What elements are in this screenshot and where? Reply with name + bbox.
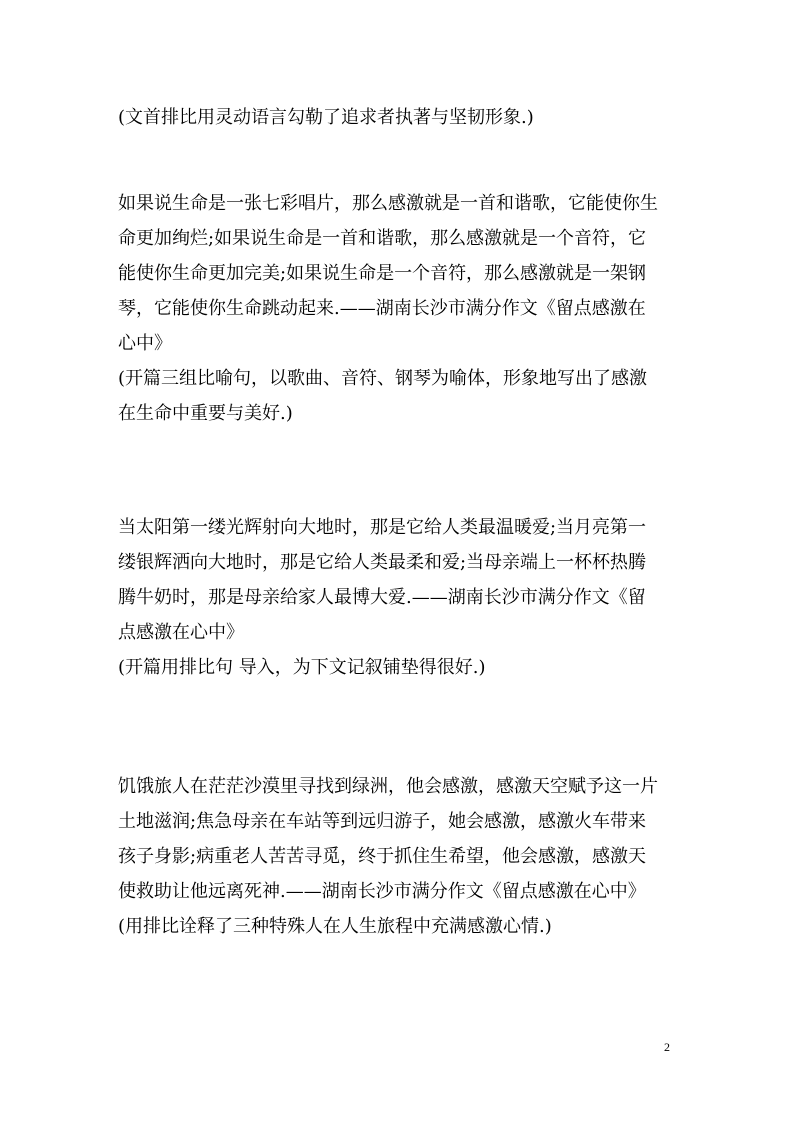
text-line: (开篇用排比句 导入，为下文记叙铺垫得很好.) xyxy=(118,657,486,678)
text-line: (用排比诠释了三种特殊人在人生旅程中充满感激心情.) xyxy=(118,916,552,937)
paragraph-excerpt-1 xyxy=(118,186,686,431)
text-line: 土地滋润;焦急母亲在车站等到远归游子，她会感激，感激火车带来 xyxy=(118,811,647,832)
paragraph-excerpt-2 xyxy=(118,510,686,685)
text-line: 缕银辉洒向大地时，那是它给人类最柔和爱;当母亲端上一杯杯热腾 xyxy=(118,552,647,573)
page-number: 2 xyxy=(664,1040,670,1054)
text-line: 琴，它能使你生命跳动起来.——湖南长沙市满分作文《留点感激在 xyxy=(118,298,646,319)
text-line: (开篇三组比喻句，以歌曲、音符、钢琴为喻体，形象地写出了感激 xyxy=(118,368,648,389)
text-line: 腾牛奶时，那是母亲给家人最博大爱.——湖南长沙市满分作文《留 xyxy=(118,587,646,608)
paragraph-excerpt-3 xyxy=(118,769,686,944)
paragraph-commentary-1 xyxy=(118,100,686,135)
text-line: 在生命中重要与美好.) xyxy=(118,403,293,424)
text-line: 命更加绚烂;如果说生命是一首和谐歌，那么感激就是一个音符，它 xyxy=(118,228,647,249)
text-line: 如果说生命是一张七彩唱片，那么感激就是一首和谐歌，它能使你生 xyxy=(118,193,658,214)
text-line: 孩子身影;病重老人苦苦寻觅，终于抓住生希望，他会感激，感激天 xyxy=(118,846,647,867)
text-line: 心中》 xyxy=(118,333,172,354)
text-line: 使救助让他远离死神.——湖南长沙市满分作文《留点感激在心中》 xyxy=(118,881,646,902)
text-line: (文首排比用灵动语言勾勒了追求者执著与坚韧形象.) xyxy=(118,107,534,128)
text-line: 饥饿旅人在茫茫沙漠里寻找到绿洲，他会感激，感激天空赋予这一片 xyxy=(118,776,658,797)
text-line: 当太阳第一缕光辉射向大地时，那是它给人类最温暖爱;当月亮第一 xyxy=(118,517,647,538)
text-line: 点感激在心中》 xyxy=(118,622,244,643)
text-line: 能使你生命更加完美;如果说生命是一个音符，那么感激就是一架钢 xyxy=(118,263,647,284)
